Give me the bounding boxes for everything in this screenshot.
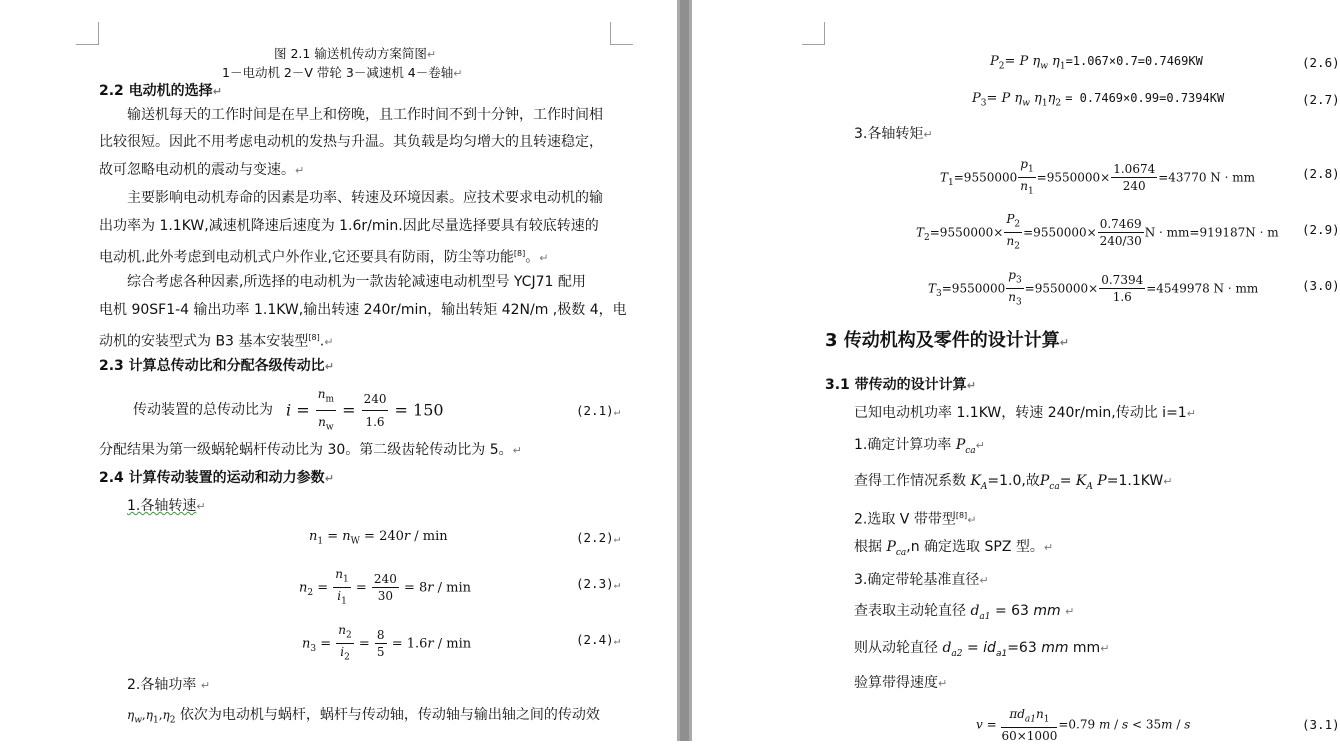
equation-number: (2.2)↵ xyxy=(576,530,621,545)
equation-2-1: i = $\frac{n_m}{n_w}$ = $\frac{240}{1.6}$ = 150 xyxy=(286,383,444,439)
equation-2-9: $T_2=9550000\times$ $\frac{P_2}{n_2}$ =9550000× $\frac{0.7469}{240/30}$ N · mm=919187N · m xyxy=(916,212,1279,252)
paragraph-line: 动机的安装型式为 B3 基本安装型[8].↵ xyxy=(99,333,334,350)
paragraph-line: 输送机每天的工作时间是在早上和傍晚，且工作时间不到十分钟，工作时间相 xyxy=(127,107,603,123)
paragraph-line: 分配结果为第一级蜗轮蜗杆传动比为 30。第二级齿轮传动比为 5。↵ xyxy=(99,442,522,458)
equation-number: (3.1) xyxy=(1302,717,1340,732)
list-item: 3.确定带轮基准直径↵ xyxy=(854,572,989,588)
list-item: 2.各轴功率 ↵ xyxy=(127,677,211,693)
equation-number: (2.4)↵ xyxy=(576,632,621,647)
chapter-heading-3: 3 传动机构及零件的设计计算↵ xyxy=(825,330,1070,351)
equation-number: (2.3)↵ xyxy=(576,576,621,591)
equation-2-4: $n_3$ = $\frac{n_2}{i_2}$ = $\frac{8}{5}$ = 1.6r / min xyxy=(302,623,472,663)
paragraph-line: 验算带得速度↵ xyxy=(854,675,948,691)
page-gutter xyxy=(677,0,692,741)
paragraph-line: 已知电动机功率 1.1KW，转速 240r/min,传动比 i=1↵ xyxy=(854,405,1196,421)
figure-caption: 图 2.1 输送机传动方案简图↵ xyxy=(274,46,437,61)
list-item: 1.确定计算功率 $P_{ca}↵$ xyxy=(854,437,985,456)
equation-number: (2.1)↵ xyxy=(576,403,621,418)
equation-number: (2.7) xyxy=(1302,92,1340,107)
paragraph-line: 根据 $P_{ca},n$ 确定选取 SPZ 型。↵ xyxy=(854,539,1054,558)
equation-label: 传动装置的总传动比为 xyxy=(133,402,273,418)
paragraph-line: 电机 90SF1-4 输出功率 1.1KW,输出转速 240r/min，输出转矩 42N/m ,极数 4，电 xyxy=(99,302,627,318)
paragraph-line: 出功率为 1.1KW,减速机降速后速度为 1.6r/min.因此尽量选择要具有较底转速的 xyxy=(99,218,599,234)
equation-2-2: $n_1 = n_W = 240r / \min$ xyxy=(309,529,448,547)
paragraph-line: 电动机.此外考虑到电动机式户外作业,它还要具有防雨，防尘等功能[8]。↵ xyxy=(99,249,549,266)
equation-3-1: v = $\frac{\pi d_{a1}n_1}{60\times 1000}$ =0.79 m / s < 35m / s xyxy=(976,707,1191,744)
equation-2-8: $T_1=9550000$ $\frac{p_1}{n_1}$ =9550000× $\frac{1.0674}{240}$ =43770 N · mm xyxy=(940,157,1255,197)
section-heading-2-4: 2.4 计算传动装置的运动和动力参数↵ xyxy=(99,470,334,486)
crop-mark-top-left xyxy=(76,22,99,45)
crop-mark-top-right xyxy=(610,22,633,45)
paragraph-line: 综合考虑各种因素,所选择的电动机为一款齿轮减速电动机型号 YCJ71 配用 xyxy=(127,274,586,290)
list-item: 2.选取 V 带带型[8]↵ xyxy=(854,511,977,528)
paragraph-line: 查得工作情况系数 $K_A=1.0$,故$P_{ca}= K_A$ P=1.1KW↵ xyxy=(854,473,1173,492)
paragraph-line: 比较很短。因此不用考虑电动机的发热与升温。其负载是均匀增大的且转速稳定， xyxy=(99,134,603,150)
equation-number: (2.6) xyxy=(1302,55,1340,70)
equation-2-7: $P_3= P$ $\eta_w$ $\eta_1\eta_2 = 0.7469\times 0.99=0.7394KW$ xyxy=(972,91,1225,109)
list-item: 1.各轴转速↵ xyxy=(127,498,206,514)
document-page-right xyxy=(692,0,1340,744)
paragraph-line: 主要影响电动机寿命的因素是功率、转速及环境因素。应技术要求电动机的输 xyxy=(127,190,603,206)
equation-2-3: $n_2$ = $\frac{n_1}{i_1}$ = $\frac{240}{30}$ = 8r / min xyxy=(299,567,471,607)
equation-number: (2.8) xyxy=(1302,166,1340,181)
paragraph-line: 则从动轮直径 $d_{a2} = id_{a1}=63$ mm mm↵ xyxy=(854,640,1110,659)
paragraph-line: 故可忽略电动机的震动与变速。↵ xyxy=(99,162,305,178)
section-heading-2-2: 2.2 电动机的选择↵ xyxy=(99,83,222,99)
equation-3-0: $T_3=9550000$ $\frac{p_3}{n_3}$ =9550000× $\frac{0.7394}{1.6}$ =4549978 N · mm xyxy=(928,268,1259,308)
equation-2-6: $P_2= P$ $\eta_w$ $\eta_1=1.067\times 0.7=0.7469KW$ xyxy=(990,54,1203,72)
figure-legend: 1－电动机 2－V 带轮 3－减速机 4－卷轴↵ xyxy=(222,65,463,80)
equation-number: (3.0) xyxy=(1302,278,1340,293)
equation-number: (2.9) xyxy=(1302,222,1340,237)
paragraph-line: $\eta_w,\eta_1,\eta_2$ 依次为电动机与蜗杆，蜗杆与传动轴，传动轴与输出轴之间的传动效 xyxy=(127,707,600,726)
crop-mark-top-left xyxy=(802,22,825,45)
paragraph-line: 查表取主动轮直径 $d_{a1} = 63$ mm ↵ xyxy=(854,603,1075,622)
section-heading-3-1: 3.1 带传动的设计计算↵ xyxy=(825,377,976,393)
list-item: 3.各轴转矩↵ xyxy=(854,126,933,142)
section-heading-2-3: 2.3 计算总传动比和分配各级传动比↵ xyxy=(99,358,334,374)
